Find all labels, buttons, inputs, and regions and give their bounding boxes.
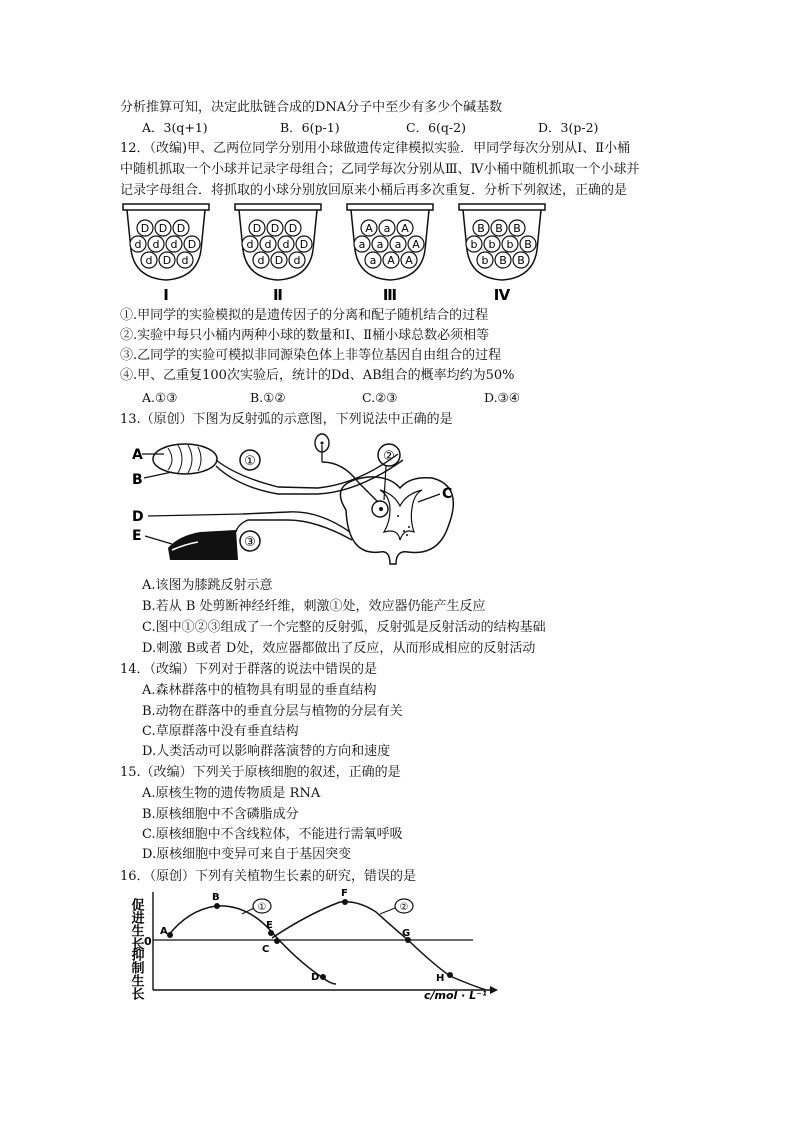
ball-letter: d (293, 254, 301, 267)
q14-option-c: C.草原群落中没有垂直结构 (142, 724, 299, 739)
point-c: C (262, 944, 270, 955)
bucket-1 (123, 204, 209, 304)
ball-letter: a (376, 238, 384, 251)
q12-option-c: C.②③ (362, 390, 398, 405)
bucket-label: Ⅰ (163, 286, 169, 304)
q13-option-a: A.该图为膝跳反射示意 (142, 578, 273, 593)
ball-letter: B (499, 254, 507, 267)
label-2: ② (383, 449, 395, 464)
q15-stem: 15.（改编）下列关于原核细胞的叙述，正确的是 (120, 765, 401, 780)
q15-option-b: B.原核细胞中不含磷脂成分 (142, 807, 299, 822)
bucket-figure (115, 202, 675, 302)
ball-letter: D (140, 222, 150, 235)
curve-1-label: ① (257, 902, 267, 913)
ball-letter: a (369, 254, 377, 267)
ball-letter: B (524, 238, 532, 251)
q11-option-d: D．3(p-2) (538, 120, 599, 135)
ball-letter: A (365, 222, 373, 235)
point-a: A (160, 926, 168, 937)
ball-letter: D (176, 222, 186, 235)
q12-option-d: D.③④ (484, 390, 520, 405)
q11-stem: 分析推算可知，决定此肽链合成的DNA分子中至少有多少个碱基数 (120, 100, 503, 115)
ball-letter: d (152, 238, 160, 251)
q15-option-a: A.原核生物的遗传物质是 RNA (142, 786, 321, 801)
ball-letter: D (270, 222, 280, 235)
label-c: C (442, 486, 453, 502)
label-e: E (132, 528, 142, 544)
label-3: ③ (244, 535, 256, 550)
q13-option-b: B.若从 B 处剪断神经纤维，刺激①处，效应器仍能产生反应 (142, 599, 486, 614)
ball-letter: d (264, 238, 272, 251)
bucket-label: Ⅳ (493, 286, 511, 304)
ball-letter: b (506, 238, 514, 251)
ball-letter: a (358, 238, 366, 251)
q14-option-d: D.人类活动可以影响群落演替的方向和速度 (142, 744, 391, 759)
ball-letter: d (145, 254, 153, 267)
q12-statement-2: ②.实验中每只小桶内两种小球的数量和Ⅰ、Ⅱ桶小球总数必须相等 (120, 328, 490, 343)
q13-option-c: C.图中①②③组成了一个完整的反射弧，反射弧是反射活动的结构基础 (142, 620, 546, 635)
bucket-label: Ⅲ (382, 286, 398, 304)
ball-letter: A (405, 254, 413, 267)
xlabel: c/mol · L⁻¹ (424, 989, 487, 1002)
ball-letter: d (134, 238, 142, 251)
ball-letter: D (274, 254, 284, 267)
ylabel-promote: 促进生长 (128, 898, 144, 950)
q11-option-c: C．6(q-2) (406, 120, 466, 135)
point-h: H (436, 973, 445, 984)
label-1: ① (244, 454, 256, 469)
q14-stem: 14．（改编）下列对于群落的说法中错误的是 (120, 662, 378, 677)
ball-letter: A (412, 238, 420, 251)
ball-letter: B (495, 222, 503, 235)
point-e: E (266, 920, 273, 931)
point-b: B (212, 892, 220, 903)
q12-statement-3: ③.乙同学的实验可模拟非同源染色体上非等位基因自由组合的过程 (120, 348, 502, 363)
bucket-2 (235, 204, 321, 304)
curve-2-label: ② (399, 902, 409, 913)
ball-letter: B (477, 222, 485, 235)
q12-stem-line2: 中随机抓取一个小球并记录字母组合；乙同学每次分别从Ⅲ、Ⅳ小桶中随机抓取一个小球并 (120, 162, 640, 177)
ball-letter: b (481, 254, 489, 267)
ball-letter: D (288, 222, 298, 235)
point-f: F (341, 888, 348, 899)
ball-letter: d (282, 238, 290, 251)
ball-letter: d (181, 254, 189, 267)
q11-option-b: B．6(p-1) (280, 120, 340, 135)
ball-letter: B (517, 254, 525, 267)
bucket-3 (347, 204, 433, 304)
ball-letter: B (513, 222, 521, 235)
receptor-muscle (153, 444, 217, 474)
bucket-4 (459, 204, 545, 304)
ball-letter: D (158, 222, 168, 235)
q15-option-c: C.原核细胞中不含线粒体，不能进行需氧呼吸 (142, 827, 403, 842)
effector-gland (168, 530, 238, 560)
q15-option-d: D.原核细胞中变异可来自于基因突变 (142, 847, 352, 862)
label-d: D (132, 509, 144, 525)
reflex-arc-figure (128, 432, 468, 572)
bucket-label: Ⅱ (273, 286, 283, 304)
ball-letter: D (299, 238, 309, 251)
curve-2 (272, 902, 486, 990)
label-a: A (132, 447, 143, 463)
ball-letter: d (170, 238, 178, 251)
q12-stem-line3: 记录字母组合．将抓取的小球分别放回原来小桶后再多次重复．分析下列叙述，正确的是 (120, 183, 628, 198)
point-d: D (311, 972, 320, 983)
ball-letter: b (488, 238, 496, 251)
ball-letter: A (387, 254, 395, 267)
ylabel-inhibit: 抑制生长 (128, 948, 144, 1000)
q12-stem-line1: 12．（改编)甲、乙两位同学分别用小球做遗传定律模拟实验．甲同学每次分别从Ⅰ、Ⅱ小桶 (120, 141, 631, 156)
q12-statement-1: ①.甲同学的实验模拟的是遗传因子的分离和配子随机结合的过程 (120, 308, 489, 323)
point-g: G (402, 928, 411, 939)
q12-option-a: A.①③ (142, 390, 178, 405)
q13-stem: 13.（原创）下图为反射弧的示意图，下列说法中正确的是 (120, 412, 453, 427)
q16-stem: 16．（原创）下列有关植物生长素的研究，错误的是 (120, 869, 417, 884)
ball-letter: A (401, 222, 409, 235)
q11-option-a: A．3(q+1) (142, 120, 208, 135)
q13-option-d: D.刺激 B或者 D处，效应器都做出了反应，从而形成相应的反射活动 (142, 641, 536, 656)
q12-option-b: B.①② (250, 390, 286, 405)
q14-option-a: A.森林群落中的植物具有明显的垂直结构 (142, 683, 377, 698)
ball-letter: a (383, 222, 391, 235)
ball-letter: d (257, 254, 265, 267)
ball-letter: d (246, 238, 254, 251)
zero-label: 0 (144, 935, 152, 948)
ball-letter: D (187, 238, 197, 251)
label-b: B (132, 472, 143, 488)
q14-option-b: B.动物在群落中的垂直分层与植物的分层有关 (142, 704, 403, 719)
ball-letter: D (162, 254, 172, 267)
ball-letter: a (394, 238, 402, 251)
ball-letter: D (252, 222, 262, 235)
auxin-graph (128, 886, 528, 1001)
ball-letter: b (470, 238, 478, 251)
q12-statement-4: ④.甲、乙重复100次实验后，统计的Dd、AB组合的概率均约为50% (120, 368, 515, 383)
